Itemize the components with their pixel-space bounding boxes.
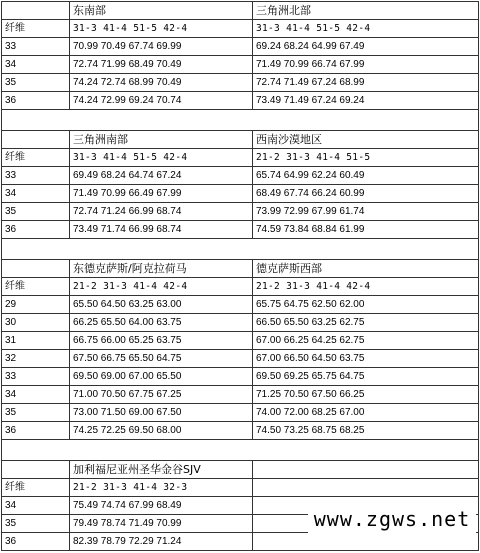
data-row [2,314,479,332]
price-values: 71.49 70.99 66.74 67.99 [253,56,479,74]
region-name-row [2,461,479,479]
region-name-row [2,2,479,20]
blank-cell [2,131,70,149]
data-row [2,368,479,386]
staple-length: 36 [2,533,70,551]
price-values: 74.50 73.25 68.75 68.25 [253,422,479,440]
blank-cell [253,479,479,497]
grade-header: 21-2 31-3 41-4 32-3 [70,479,253,497]
data-row [2,56,479,74]
region-name: 三角洲南部 [70,131,253,149]
price-values: 69.49 68.24 64.74 67.24 [70,167,253,185]
staple-length: 34 [2,497,70,515]
cotton-price-table [1,1,479,551]
grade-header-row [2,278,479,296]
price-values: 67.00 66.50 64.50 63.75 [253,350,479,368]
spacer-cell [2,110,479,131]
price-values: 67.00 66.25 64.25 62.75 [253,332,479,350]
staple-length: 33 [2,368,70,386]
price-values: 74.59 73.84 68.84 61.99 [253,221,479,239]
price-values: 71.25 70.50 67.50 66.25 [253,386,479,404]
blank-cell [2,260,70,278]
blank-cell [2,461,70,479]
price-values: 71.49 70.99 66.49 67.99 [70,185,253,203]
price-values: 65.50 64.50 63.25 63.00 [70,296,253,314]
watermark: www.zgws.net [308,500,476,538]
price-values: 74.25 72.25 69.50 68.00 [70,422,253,440]
spacer-cell [2,239,479,260]
price-values: 82.39 78.79 72.29 71.24 [70,533,253,551]
staple-length: 32 [2,350,70,368]
staple-length: 33 [2,167,70,185]
staple-length: 30 [2,314,70,332]
staple-length: 34 [2,56,70,74]
price-values: 65.75 64.75 62.50 62.00 [253,296,479,314]
data-row [2,332,479,350]
data-row [2,386,479,404]
region-name: 东德克萨斯/阿克拉荷马 [70,260,253,278]
fiber-label: 纤维 [2,20,70,38]
staple-length: 34 [2,185,70,203]
section-spacer [2,440,479,461]
data-row [2,92,479,110]
staple-length: 35 [2,203,70,221]
staple-length: 34 [2,386,70,404]
price-values: 74.24 72.99 69.24 70.74 [70,92,253,110]
price-values: 69.50 69.25 65.75 64.75 [253,368,479,386]
grade-header: 31-3 41-4 51-5 42-4 [70,20,253,38]
grade-header-row [2,20,479,38]
price-values: 72.74 71.24 66.99 68.74 [70,203,253,221]
staple-length: 35 [2,404,70,422]
staple-length: 35 [2,74,70,92]
region-name: 德克萨斯西部 [253,260,479,278]
fiber-label: 纤维 [2,479,70,497]
price-values: 73.99 72.99 67.99 61.74 [253,203,479,221]
region-name-row [2,260,479,278]
blank-cell [253,461,479,479]
staple-length: 36 [2,221,70,239]
grade-header: 31-3 41-4 51-5 42-4 [70,149,253,167]
data-row [2,221,479,239]
grade-header-row [2,149,479,167]
data-row [2,38,479,56]
spacer-cell [2,440,479,461]
grade-header: 21-2 31-3 41-4 42-4 [70,278,253,296]
data-row [2,167,479,185]
blank-cell [2,2,70,20]
price-values: 73.49 71.74 66.99 68.74 [70,221,253,239]
data-row [2,404,479,422]
price-values: 66.75 66.00 65.25 63.75 [70,332,253,350]
region-name: 西南沙漠地区 [253,131,479,149]
region-name: 东南部 [70,2,253,20]
staple-length: 35 [2,515,70,533]
staple-length: 36 [2,92,70,110]
data-row [2,203,479,221]
region-name: 三角洲北部 [253,2,479,20]
staple-length: 29 [2,296,70,314]
fiber-label: 纤维 [2,278,70,296]
data-row [2,74,479,92]
data-row [2,296,479,314]
staple-length: 33 [2,38,70,56]
price-values: 72.74 71.99 68.49 70.49 [70,56,253,74]
price-values: 75.49 74.74 67.99 68.49 [70,497,253,515]
price-values: 73.49 71.49 67.24 69.24 [253,92,479,110]
staple-length: 31 [2,332,70,350]
price-values: 74.00 72.00 68.25 67.00 [253,404,479,422]
price-values: 69.24 68.24 64.99 67.49 [253,38,479,56]
region-name: 加利福尼亚州圣华金谷SJV [70,461,253,479]
price-values: 70.99 70.49 67.74 69.99 [70,38,253,56]
price-values: 72.74 71.49 67.24 68.99 [253,74,479,92]
grade-header: 31-3 41-4 51-5 42-4 [253,20,479,38]
price-values: 66.50 65.50 63.25 62.75 [253,314,479,332]
section-spacer [2,110,479,131]
price-values: 79.49 78.74 71.49 70.99 [70,515,253,533]
price-values: 66.25 65.50 64.00 63.75 [70,314,253,332]
data-row [2,422,479,440]
price-values: 69.50 69.00 67.00 65.50 [70,368,253,386]
price-values: 71.00 70.50 67.75 67.25 [70,386,253,404]
price-values: 65.74 64.99 62.24 60.49 [253,167,479,185]
section-spacer [2,239,479,260]
price-values: 67.50 66.75 65.50 64.75 [70,350,253,368]
grade-header: 21-2 31-3 41-4 51-5 [253,149,479,167]
fiber-label: 纤维 [2,149,70,167]
data-row [2,185,479,203]
data-row [2,350,479,368]
price-values: 68.49 67.74 66.24 60.99 [253,185,479,203]
grade-header-row [2,479,479,497]
price-values: 74.24 72.74 68.99 70.49 [70,74,253,92]
price-values: 73.00 71.50 69.00 67.50 [70,404,253,422]
grade-header: 21-2 31-3 41-4 42-4 [253,278,479,296]
staple-length: 36 [2,422,70,440]
region-name-row [2,131,479,149]
